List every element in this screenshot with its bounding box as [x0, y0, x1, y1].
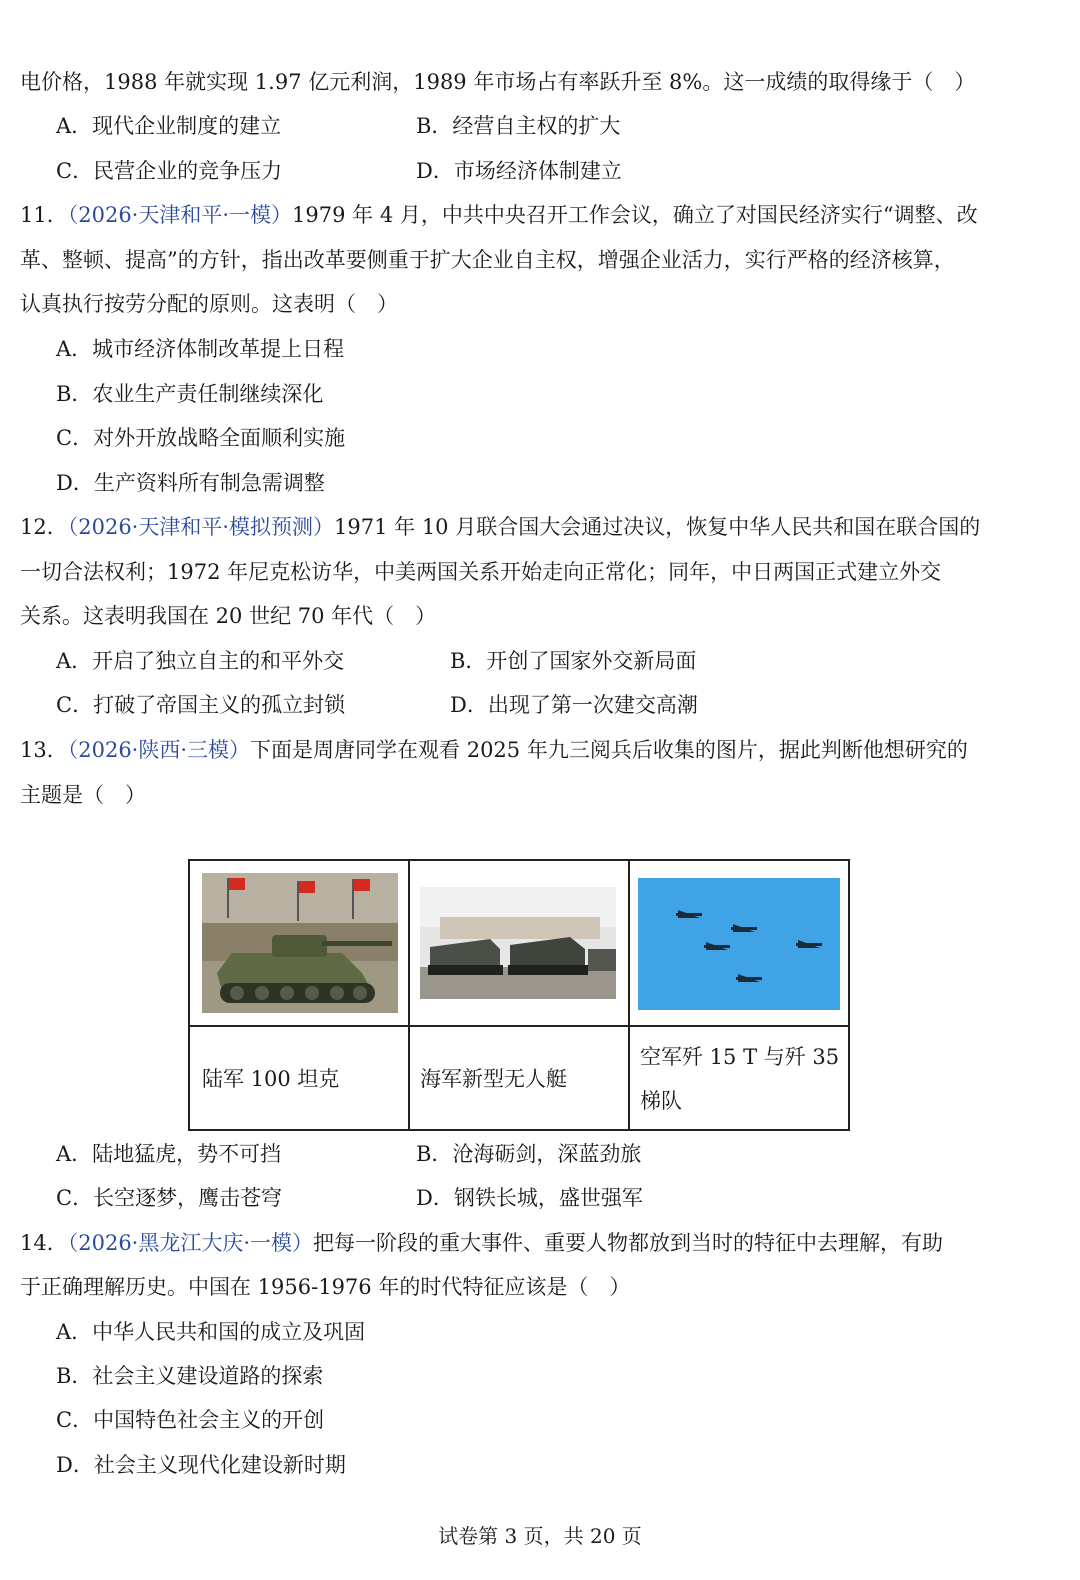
- caption-navy-boat: 海军新型无人艇: [420, 1067, 567, 1091]
- q12-option-b[interactable]: B．开创了国家外交新局面: [450, 649, 697, 673]
- q12-stem-line-3: 关系。这表明我国在 20 世纪 70 年代（ ）: [20, 604, 437, 628]
- q12-number: 12．: [20, 515, 68, 539]
- q12-option-d[interactable]: D．出现了第一次建交高潮: [450, 693, 698, 717]
- q11-option-a[interactable]: A．城市经济体制改革提上日程: [56, 337, 345, 361]
- fighter-jets-photo: [638, 878, 840, 1010]
- unmanned-boat-photo: [420, 887, 616, 999]
- q12-stem-line-2: 一切合法权利；1972 年尼克松访华，中美两国关系开始走向正常化；同年，中日两国正式建立外交: [20, 560, 942, 584]
- parade-photo-table: [188, 859, 850, 1131]
- q12-text: 1971 年 10 月联合国大会通过决议，恢复中华人民共和国在联合国的: [334, 515, 981, 539]
- table-divider: [628, 861, 630, 1129]
- caption-air-force-jets: 空军歼 15 T 与歼 35: [640, 1045, 840, 1069]
- q12-source[interactable]: （2026·天津和平·模拟预测）: [67, 515, 335, 539]
- q14-source[interactable]: （2026·黑龙江大庆·一模）: [67, 1231, 314, 1255]
- page-footer: 试卷第 3 页，共 20 页: [438, 1524, 642, 1548]
- q11-option-b[interactable]: B．农业生产责任制继续深化: [56, 382, 324, 406]
- q14-option-c[interactable]: C．中国特色社会主义的开创: [56, 1408, 325, 1432]
- q11-text: 1979 年 4 月，中共中央召开工作会议，确立了对国民经济实行“调整、改: [292, 203, 978, 227]
- caption-air-force-jets-line-2: 梯队: [640, 1089, 682, 1113]
- q12-option-a[interactable]: A．开启了独立自主的和平外交: [56, 649, 345, 673]
- q13-option-a[interactable]: A．陆地猛虎，势不可挡: [56, 1142, 282, 1166]
- tank-photo: [202, 873, 398, 1013]
- q14-stem-line-1: [20, 1229, 943, 1257]
- q10-option-a[interactable]: A．现代企业制度的建立: [56, 114, 282, 138]
- q10-option-b[interactable]: B．经营自主权的扩大: [416, 114, 621, 138]
- q11-stem-line-2: 革、整顿、提高”的方针，指出改革要侧重于扩大企业自主权，增强企业活力，实行严格的经济核算，: [20, 248, 955, 272]
- q14-option-a[interactable]: A．中华人民共和国的成立及巩固: [56, 1320, 366, 1344]
- q13-stem-line-2: 主题是（ ）: [20, 783, 146, 807]
- q11-option-c[interactable]: C．对外开放战略全面顺利实施: [56, 426, 346, 450]
- q13-stem-line-1: [20, 736, 968, 764]
- q11-stem-line-1: [20, 201, 978, 229]
- q11-stem-line-3: 认真执行按劳分配的原则。这表明（ ）: [20, 292, 398, 316]
- q11-option-d[interactable]: D．生产资料所有制急需调整: [56, 471, 325, 495]
- q14-number: 14．: [20, 1231, 68, 1255]
- q14-text: 把每一阶段的重大事件、重要人物都放到当时的特征中去理解，有助: [313, 1231, 944, 1255]
- q12-stem-line-1: [20, 513, 980, 541]
- q13-source[interactable]: （2026·陕西·三模）: [67, 738, 251, 762]
- q10-option-c[interactable]: C．民营企业的竞争压力: [56, 159, 283, 183]
- q11-number: 11．: [20, 203, 68, 227]
- q10-stem-tail: 电价格，1988 年就实现 1.97 亿元利润，1989 年市场占有率跃升至 8%。这一成绩的取得缘于（ ）: [20, 70, 976, 94]
- q14-option-d[interactable]: D．社会主义现代化建设新时期: [56, 1453, 346, 1477]
- table-divider: [190, 1025, 848, 1027]
- q10-option-d[interactable]: D．市场经济体制建立: [416, 159, 622, 183]
- caption-army-tank: 陆军 100 坦克: [202, 1067, 340, 1091]
- q13-number: 13．: [20, 738, 68, 762]
- q14-stem-line-2: 于正确理解历史。中国在 1956-1976 年的时代特征应该是（ ）: [20, 1275, 631, 1299]
- q13-option-c[interactable]: C．长空逐梦，鹰击苍穹: [56, 1186, 283, 1210]
- q13-option-b[interactable]: B．沧海砺剑，深蓝劲旅: [416, 1142, 642, 1166]
- table-divider: [408, 861, 410, 1129]
- q12-option-c[interactable]: C．打破了帝国主义的孤立封锁: [56, 693, 346, 717]
- q13-option-d[interactable]: D．钢铁长城，盛世强军: [416, 1186, 643, 1210]
- q13-text: 下面是周唐同学在观看 2025 年九三阅兵后收集的图片，据此判断他想研究的: [250, 738, 968, 762]
- q14-option-b[interactable]: B．社会主义建设道路的探索: [56, 1364, 324, 1388]
- q11-source[interactable]: （2026·天津和平·一模）: [67, 203, 293, 227]
